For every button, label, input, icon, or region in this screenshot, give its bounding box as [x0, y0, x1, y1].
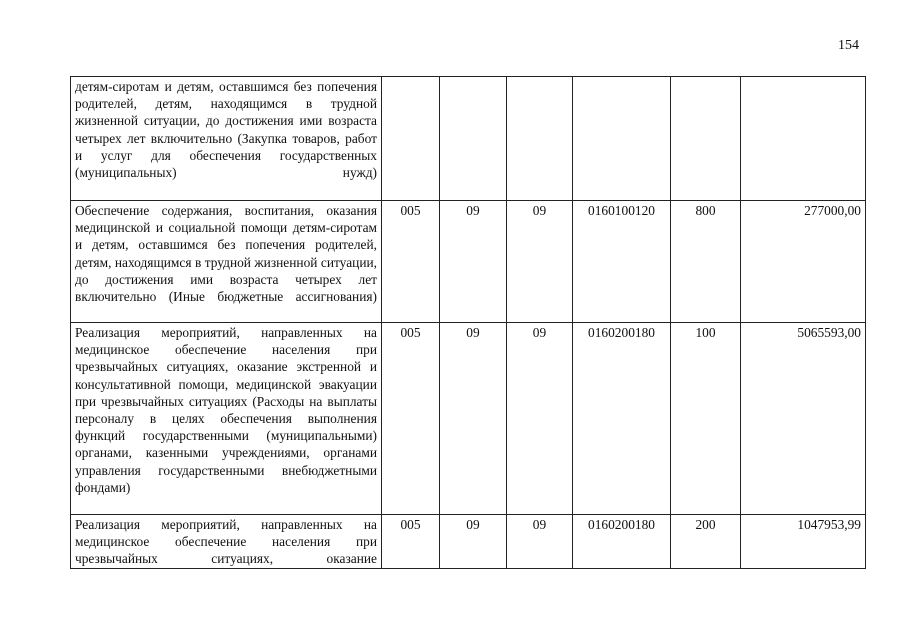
ministry-code: 005: [382, 515, 440, 569]
target-article-code: 0160100120: [573, 201, 671, 323]
target-article-code: 0160200180: [573, 323, 671, 515]
target-article-code: [573, 77, 671, 201]
target-article-code: 0160200180: [573, 515, 671, 569]
budget-table: [70, 76, 866, 569]
row-description: Реализация мероприятий, направленных на медицинское обеспечение населения при чрезвычайных ситуациях, оказание: [71, 515, 382, 569]
ministry-code: 005: [382, 323, 440, 515]
row-description: Реализация мероприятий, направленных на медицинское обеспечение населения при чрезвычайных ситуациях, оказание экстренной и консультативной помощи, медицинской эвакуации при чрезвычайных ситуациях (Расходы на выплаты персоналу в целях обеспечения выполнения функций государственными (муниципальными) органами, казенными учреждениями, органами управления государственными внебюджетными фондами): [71, 323, 382, 515]
subsection-code: 09: [507, 323, 573, 515]
ministry-code: [382, 77, 440, 201]
amount: 1047953,99: [741, 515, 866, 569]
amount: [741, 77, 866, 201]
subsection-code: 09: [507, 515, 573, 569]
expense-type-code: 800: [671, 201, 741, 323]
amount: 277000,00: [741, 201, 866, 323]
expense-type-code: 200: [671, 515, 741, 569]
table-row: [71, 77, 866, 201]
row-description: детям-сиротам и детям, оставшимся без попечения родителей, детям, находящимся в трудной жизненной ситуации, до достижения ими возраста четырех лет включительно (Закупка товаров, работ и услуг для обеспечения государственных (муниципальных) нужд): [71, 77, 382, 201]
table-row: [71, 201, 866, 323]
table-row: [71, 323, 866, 515]
page-number: 154: [838, 38, 859, 53]
ministry-code: 005: [382, 201, 440, 323]
section-code: 09: [440, 201, 507, 323]
section-code: [440, 77, 507, 201]
expense-type-code: [671, 77, 741, 201]
row-description: Обеспечение содержания, воспитания, оказания медицинской и социальной помощи детям-сиротам и детям, оставшимся без попечения родителей, детям, находящимся в трудной жизненной ситуации, до достижения ими возраста четырех лет включительно (Иные бюджетные ассигнования): [71, 201, 382, 323]
subsection-code: 09: [507, 201, 573, 323]
expense-type-code: 100: [671, 323, 741, 515]
subsection-code: [507, 77, 573, 201]
section-code: 09: [440, 515, 507, 569]
section-code: 09: [440, 323, 507, 515]
table-row: [71, 515, 866, 569]
amount: 5065593,00: [741, 323, 866, 515]
